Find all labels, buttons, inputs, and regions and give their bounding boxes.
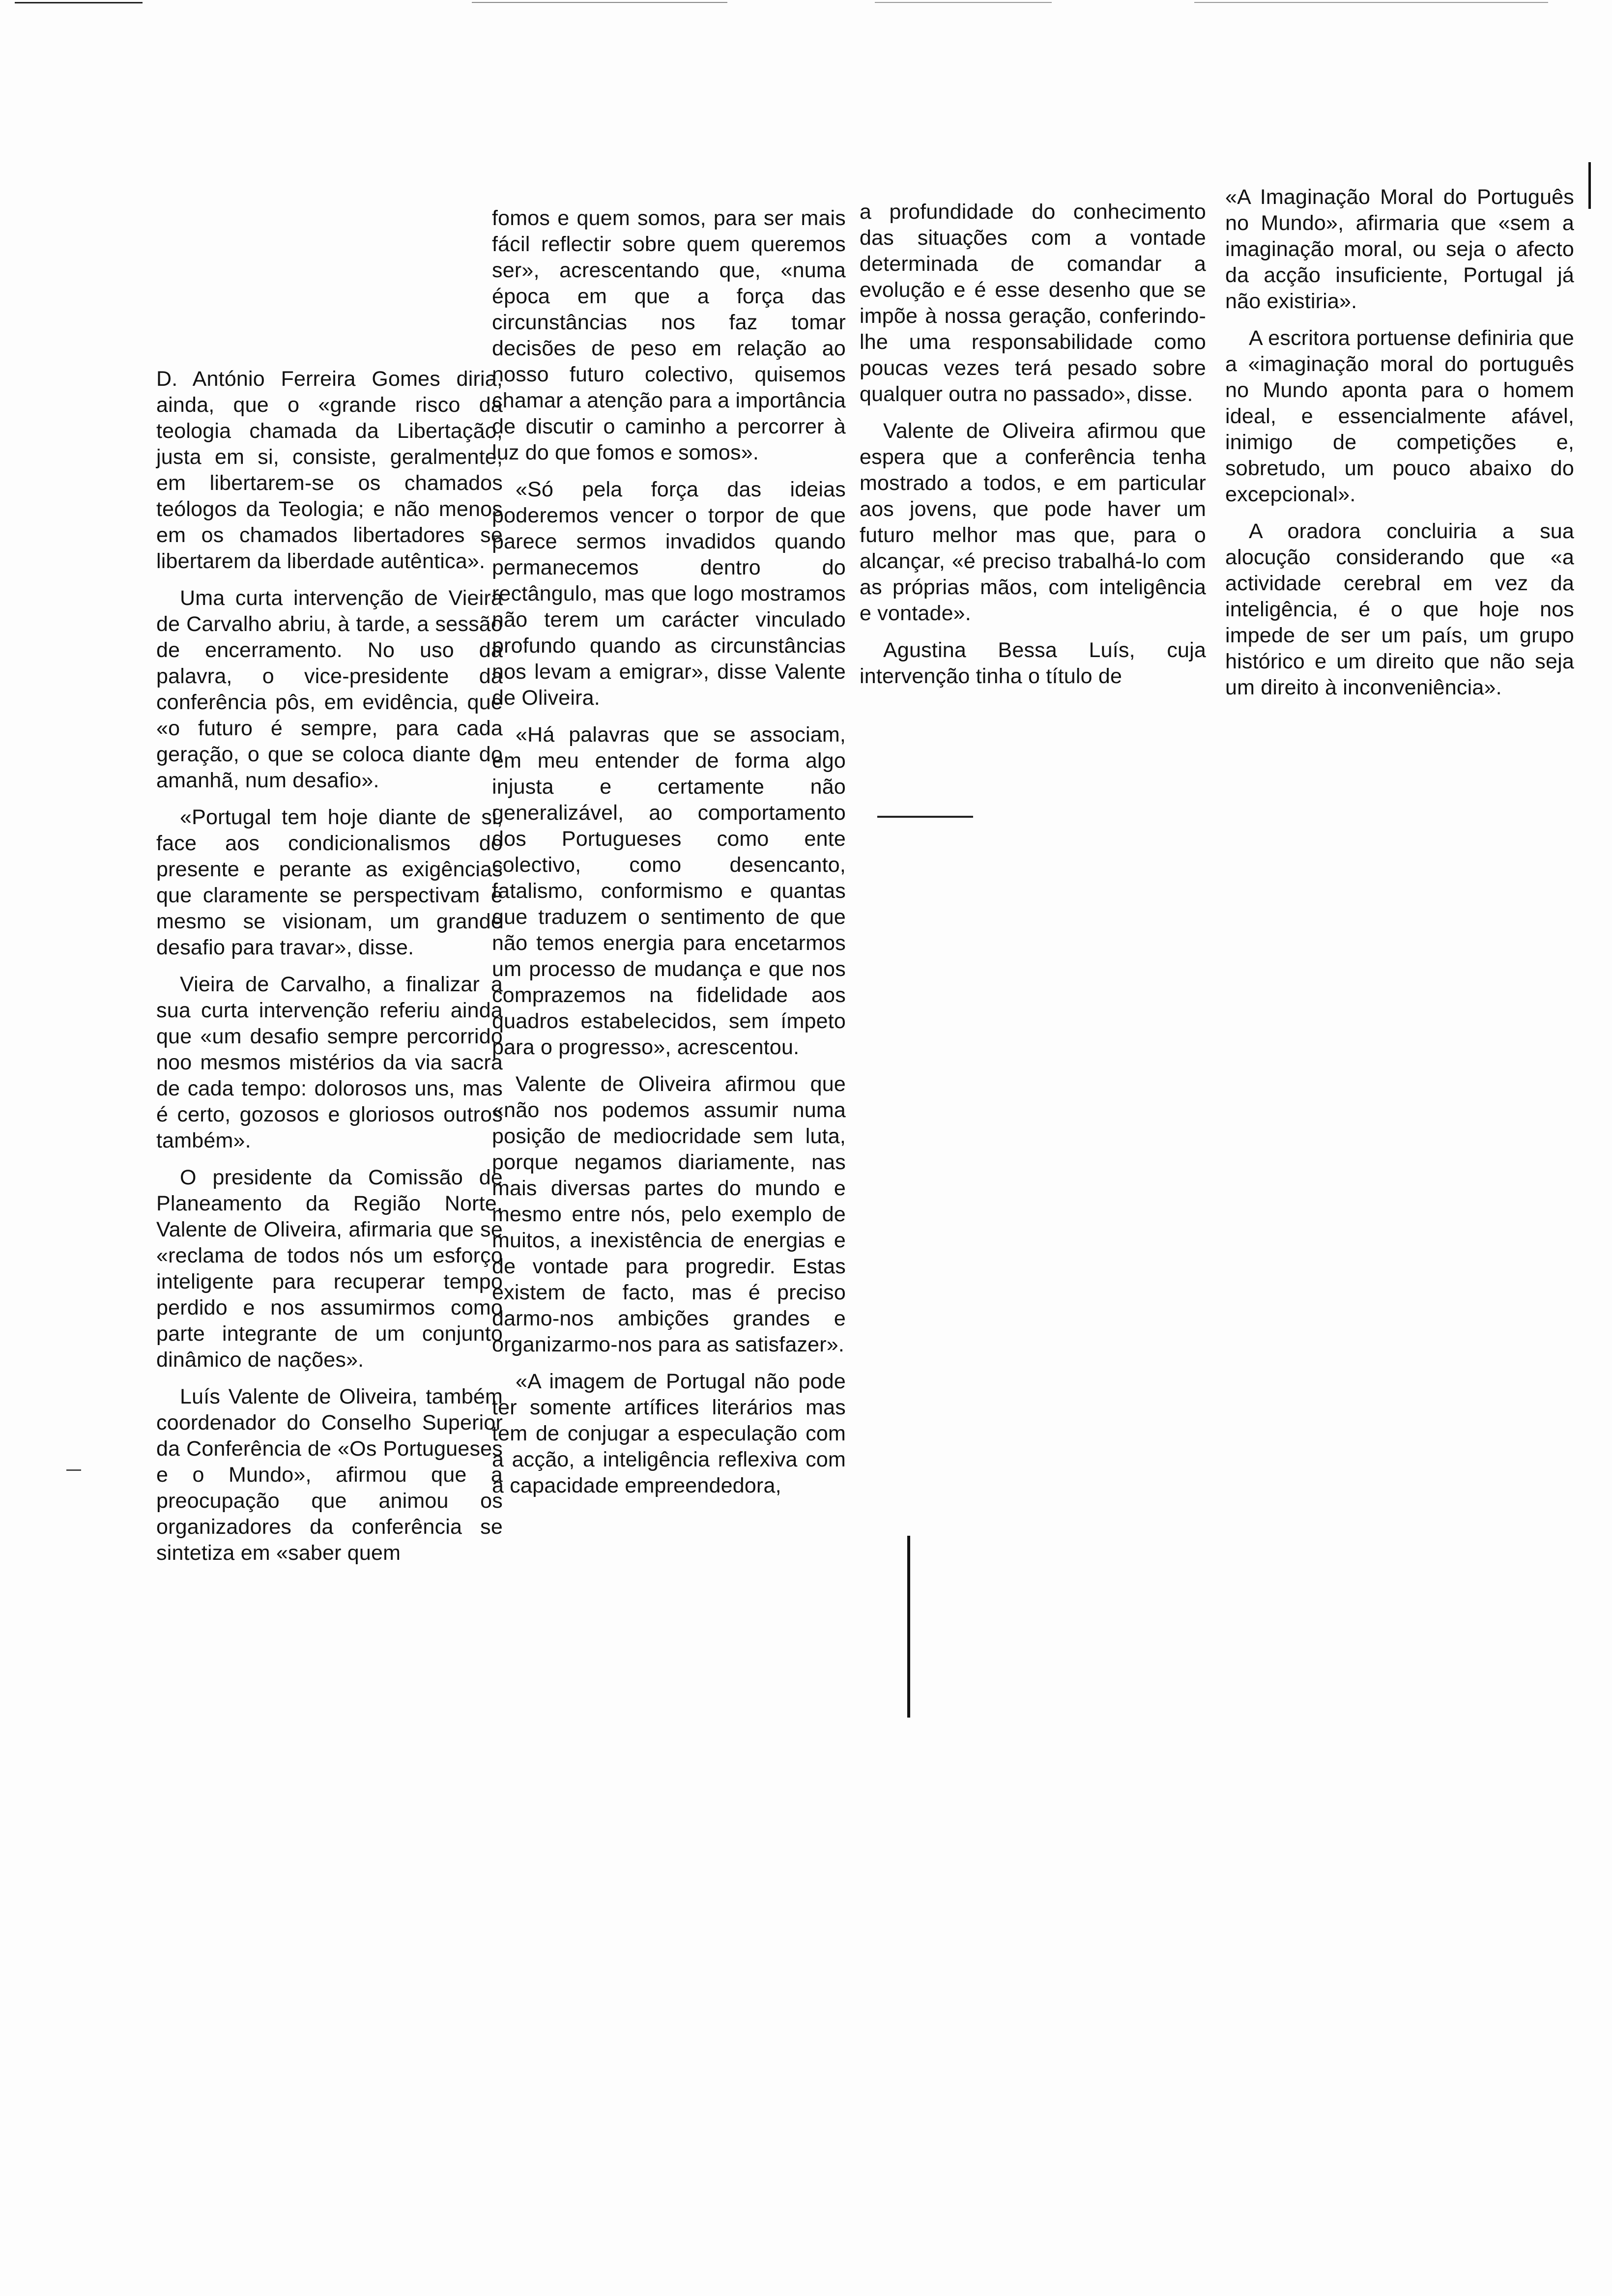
paragraph: O presidente da Comissão de Planeamento da Região Norte, Valente de Oliveira, afirmaria que se «reclama de todos nós um esforço inteligente para recuperar tempo perdido e nos assumirmos como parte integrante de um conjunto dinâmico de nações». bbox=[156, 1166, 503, 1372]
article-column-4 bbox=[1225, 184, 1574, 712]
top-rule bbox=[1194, 2, 1548, 3]
article-column-1 bbox=[156, 366, 503, 1577]
column-end-rule bbox=[877, 816, 973, 818]
article-column-2 bbox=[492, 205, 846, 1510]
paragraph: A oradora concluiria a sua alocução considerando que «a actividade cerebral em vez da inteligência, é o que hoje nos impede de ser um país, um grupo histórico e um direito que não seja um direito à inconveniência». bbox=[1225, 519, 1574, 699]
margin-mark bbox=[1588, 162, 1591, 209]
paragraph: «A imagem de Portugal não pode ter somente artífices literários mas tem de conjugar a especulação com a acção, a inteligência reflexiva com a capacidade empreendedora, bbox=[492, 1370, 846, 1497]
paragraph: «Portugal tem hoje diante de si, face aos condicionalismos do presente e perante as exigências que claramente se perspectivam e mesmo se visionam, um grande desafio para travar», disse. bbox=[156, 805, 503, 959]
paragraph: Agustina Bessa Luís, cuja intervenção tinha o título de bbox=[860, 638, 1206, 688]
paragraph: «Só pela força das ideias poderemos vencer o torpor de que parece sermos invadidos quando permanecemos dentro do rectângulo, mas que logo mostramos não terem um carácter vinculado profundo quando as circunstâncias nos levam a emigrar», disse Valente de Oliveira. bbox=[492, 478, 846, 710]
margin-mark bbox=[66, 1469, 81, 1471]
paragraph: D. António Ferreira Gomes diria, ainda, que o «grande risco da teologia chamada da Libertação, justa em si, consiste, geralmente, em libertarem-se os chamados teólogos da Teologia; e não menos em os chamados libertadores se libertarem da liberdade autêntica». bbox=[156, 367, 503, 573]
paragraph: fomos e quem somos, para ser mais fácil reflectir sobre quem queremos ser», acrescentando que, «numa época em que a força das circunstâncias nos faz tomar decisões de peso em relação ao nosso futuro colectivo, quisemos chamar a atenção para a importância de discutir o caminho a percorrer à luz do que fomos e somos». bbox=[492, 206, 846, 464]
top-rule bbox=[15, 2, 143, 3]
paragraph: Uma curta intervenção de Vieira de Carvalho abriu, à tarde, a sessão de encerramento. No uso da palavra, o vice-presidente da conferência pôs, em evidência, que «o futuro é sempre, para cada geração, o que se coloca diante do amanhã, num desafio». bbox=[156, 586, 503, 792]
top-rule bbox=[875, 2, 1052, 3]
paragraph: Vieira de Carvalho, a finalizar a sua curta intervenção referiu ainda que «um desafio sempre percorrido noo mesmos mistérios da via sacra de cada tempo: dolorosos uns, mas é certo, gozosos e gloriosos outros também». bbox=[156, 973, 503, 1152]
paragraph: Valente de Oliveira afirmou que «não nos podemos assumir numa posição de mediocridade sem luta, porque negamos diariamente, nas mais diversas partes do mundo e mesmo entre nós, pelo exemplo de muitos, a inexistência de energias e de vontade para progredir. Estas existem de facto, mas é preciso darmo-nos ambições grandes e organizarmo-nos para as satisfazer». bbox=[492, 1072, 846, 1356]
paragraph: A escritora portuense definiria que a «imaginação moral do português no Mundo aponta para o homem ideal, e essencialmente afável, inimigo de competições e, sobretudo, um pouco abaixo do excepcional». bbox=[1225, 326, 1574, 506]
margin-bar bbox=[907, 1536, 910, 1718]
paragraph: «Há palavras que se associam, em meu entender de forma algo injusta e certamente não generalizável, ao comportamento dos Portugueses como ente colectivo, como desencanto, fatalismo, conformismo e quantas que traduzem o sentimento de que não temos energia para encetarmos um processo de mudança e que nos comprazemos na fidelidade aos quadros estabelecidos, sem ímpeto para o progresso», acrescentou. bbox=[492, 723, 846, 1059]
paragraph: Valente de Oliveira afirmou que espera que a conferência tenha mostrado a todos, e em particular aos jovens, que pode haver um futuro melhor mas que, para o alcançar, «é preciso trabalhá-lo com as próprias mãos, com inteligência e vontade». bbox=[860, 419, 1206, 625]
top-rule bbox=[472, 2, 727, 3]
paragraph: «A Imaginação Moral do Português no Mundo», afirmaria que «sem a imaginação moral, ou seja o afecto da acção insuficiente, Portugal já não existiria». bbox=[1225, 185, 1574, 313]
paragraph: a profundidade do conhecimento das situações com a vontade determinada de comandar a evolução e é esse desenho que se impõe à nossa geração, conferindo-lhe uma responsabilidade como poucas vezes terá pesado sobre qualquer outra no passado», disse. bbox=[860, 200, 1206, 406]
article-column-3 bbox=[860, 199, 1206, 700]
paragraph: Luís Valente de Oliveira, também coordenador do Conselho Superior da Conferência de «Os Portugueses e o Mundo», afirmou que a preocupação que animou os organizadores da conferência se sintetiza em «saber quem bbox=[156, 1385, 503, 1565]
